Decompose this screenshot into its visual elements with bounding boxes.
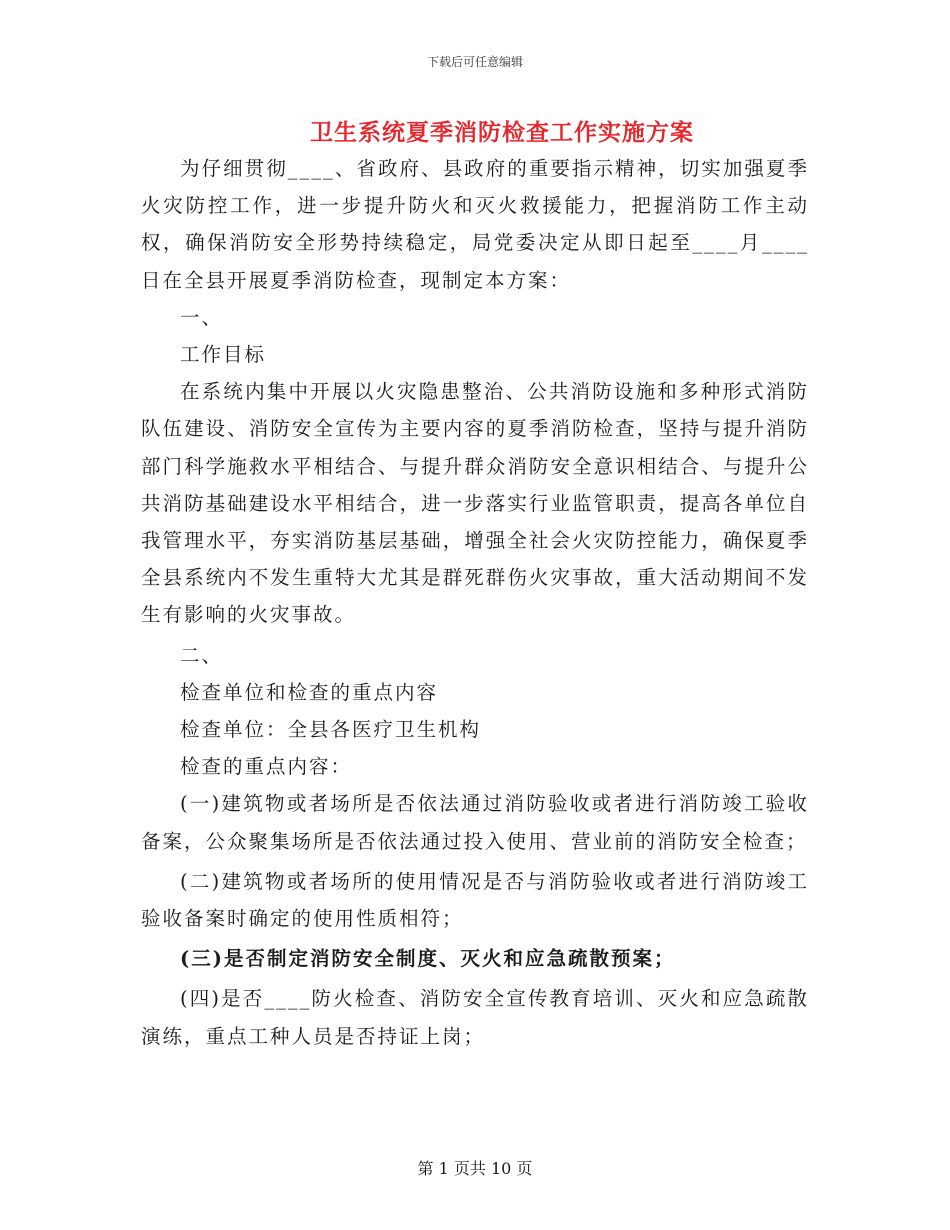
inspection-item-1: (一)建筑物或者场所是否依法通过消防验收或者进行消防竣工验收备案，公众聚集场所是否依法通过投入使用、营业前的消防安全检查；: [141, 792, 809, 853]
inspection-item-4: (四)是否____防火检查、消防安全宣传教育培训、灭火和应急疏散演练，重点工种人员是否持证上岗；: [141, 987, 809, 1048]
intro-paragraph: 为仔细贯彻____、省政府、县政府的重要指示精神，切实加强夏季火灾防控工作，进一步提升防火和灭火救援能力，把握消防工作主动权，确保消防安全形势持续稳定，局党委决定从即日起至____月____日在全县开展夏季消防检查，现制定本方案：: [141, 157, 809, 292]
document-title: 卫生系统夏季消防检查工作实施方案: [310, 120, 694, 146]
goals-paragraph: 在系统内集中开展以火灾隐患整治、公共消防设施和多种形式消防队伍建设、消防安全宣传为主要内容的夏季消防检查，坚持与提升消防部门科学施救水平相结合、与提升群众消防安全意识相结合、与提升公共消防基础建设水平相结合，进一步落实行业监管职责，提高各单位自我管理水平，夯实消防基层基础，增强全社会火灾防控能力，确保夏季全县系统内不发生重特大尤其是群死群伤火灾事故，重大活动期间不发生有影响的火灾事故。: [141, 380, 809, 627]
page-footer: 第 1 页共 10 页: [417, 1159, 533, 1178]
inspection-focus-label: 检查的重点内容：: [180, 755, 353, 779]
section-heading-goals: 工作目标: [180, 343, 267, 367]
inspection-units: 检查单位：全县各医疗卫生机构: [180, 718, 482, 742]
inspection-item-3: (三)是否制定消防安全制度、灭火和应急疏散预案；: [180, 947, 676, 971]
section-heading-inspection: 检查单位和检查的重点内容: [180, 680, 439, 704]
section-number-1: 一、: [180, 305, 224, 329]
section-number-2: 二、: [180, 643, 224, 667]
document-body: [141, 150, 809, 1055]
page-header: 下载后可任意编辑: [426, 55, 523, 69]
inspection-item-2: (二)建筑物或者场所的使用情况是否与消防验收或者进行消防竣工验收备案时确定的使用性质相符；: [141, 869, 809, 931]
